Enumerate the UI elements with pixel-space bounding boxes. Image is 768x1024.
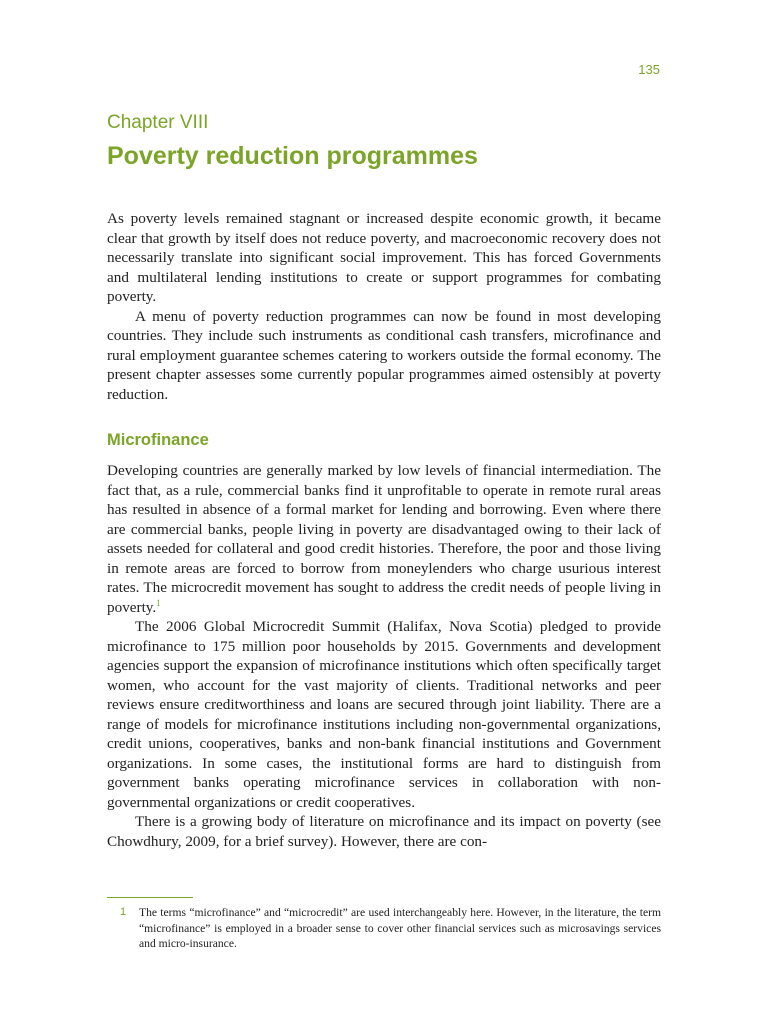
footnote-number: 1 [119,906,127,918]
footnote-reference[interactable]: 1 [156,597,161,608]
chapter-label: Chapter VIII [107,112,209,133]
intro-section [107,209,661,404]
footnote-divider [107,897,193,898]
microfinance-paragraph-1-text: Developing countries are generally marked by low levels of financial intermediation. The fact that, as a rule, commercial banks find it unprofitable to operate in remote rural areas has resulted in absence of a formal market for lending and borrowing. Even where there are commercial banks, people living in poverty are disadvantaged owing to their lack of assets needed for collateral and good credit histories. Therefore, the poor and those living in remote areas are forced to borrow from moneylenders who charge usurious interest rates. The microcredit movement has sought to address the credit needs of people living in poverty. [107,462,661,616]
section-heading-microfinance: Microfinance [107,431,209,449]
microfinance-paragraph-2: The 2006 Global Microcredit Summit (Halifax, Nova Scotia) pledged to provide microfinance to 175 million poor households by 2015. Governments and development agencies support the expansion of microfinance institutions which often specifically target women, who account for the vast majority of clients. Traditional networks and peer reviews ensure creditworthiness and loans are secured through joint liability. There are a range of models for microfinance institutions including non-governmental organizations, credit unions, cooperatives, banks and non-bank financial institutions and Government organizations. In some cases, the institutional forms are hard to distinguish from government banks operating microfinance services in collaboration with non-governmental organizations or credit cooperatives. [107,618,661,811]
microfinance-paragraph-3: There is a growing body of literature on microfinance and its impact on poverty (see Chowdhury, 2009, for a brief survey). However, there are con- [107,813,661,850]
footnote [107,905,661,952]
page-number: 135 [638,62,660,77]
intro-paragraph-1: As poverty levels remained stagnant or increased despite economic growth, it became clear that growth by itself does not reduce poverty, and macroeconomic recovery does not necessarily translate into significant social improvement. This has forced Governments and multilateral lending institutions to create or support programmes for combating poverty. [107,210,661,305]
microfinance-section [107,461,661,851]
microfinance-paragraph-1 [107,461,661,617]
intro-paragraph-2: A menu of poverty reduction programmes can now be found in most developing countries. They include such instruments as conditional cash transfers, microfinance and rural employment guarantee schemes catering to workers outside the formal economy. The present chapter assesses some currently popular programmes aimed ostensibly at poverty reduction. [107,307,661,403]
footnote-text: The terms “microfinance” and “microcredit” are used interchangeably here. However, in the literature, the term “microfinance” is employed in a broader sense to cover other financial services such as microsavings services and micro-insurance. [139,906,661,950]
chapter-title: Poverty reduction programmes [107,142,478,170]
